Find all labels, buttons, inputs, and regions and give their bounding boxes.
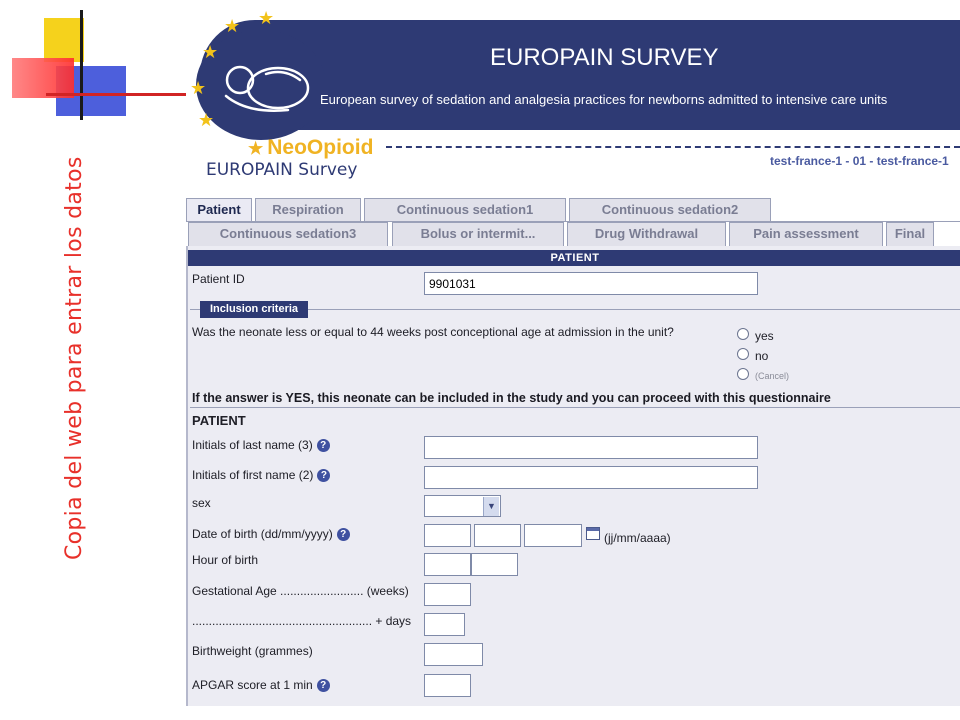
dob-label (192, 527, 350, 541)
star-icon: ★ (248, 139, 264, 158)
sex-label: sex (192, 496, 211, 510)
help-icon[interactable]: ? (317, 469, 330, 482)
tab-respiration[interactable]: Respiration (255, 198, 361, 222)
eu-star-icon: ★ (198, 110, 215, 131)
banner-title: EUROPAIN SURVEY (490, 44, 719, 71)
tab-continuous-sedation2[interactable]: Continuous sedation2 (569, 198, 771, 222)
tab-drug-withdrawal[interactable]: Drug Withdrawal (567, 222, 726, 246)
deco-yellow-block (44, 18, 84, 62)
inclusion-no-radio[interactable] (737, 348, 749, 360)
gestational-days-input[interactable] (424, 613, 465, 636)
apgar-1min-text: APGAR score at 1 min (192, 678, 313, 692)
inclusion-yes-label: yes (755, 329, 774, 343)
initials-first-label (192, 468, 330, 482)
patient-form (186, 246, 960, 706)
eu-star-icon: ★ (202, 42, 219, 63)
eu-star-icon: ★ (224, 16, 241, 37)
help-icon[interactable]: ? (317, 439, 330, 452)
dob-text: Date of birth (dd/mm/yyyy) (192, 527, 333, 541)
initials-last-label (192, 438, 330, 452)
gestational-weeks-input[interactable] (424, 583, 471, 606)
tab-continuous-sedation3[interactable]: Continuous sedation3 (188, 222, 388, 246)
dob-month-input[interactable] (474, 524, 521, 547)
inclusion-no-label: no (755, 349, 769, 363)
apgar-1min-label (192, 678, 330, 692)
patient-id-label: Patient ID (192, 272, 245, 286)
inclusion-question: Was the neonate less or equal to 44 weeks post conceptional age at admission in the unit? (192, 325, 674, 339)
deco-horizontal-line (46, 93, 186, 96)
tab-patient[interactable]: Patient (186, 198, 252, 222)
days-label: ...................................................... + days (192, 614, 412, 628)
breadcrumb: test-france-1 - 01 - test-france-1 (770, 154, 949, 168)
gestational-age-label: Gestational Age ......................... (weeks) (192, 584, 409, 598)
section-title: PATIENT (188, 250, 960, 266)
patient-heading: PATIENT (192, 413, 246, 428)
deco-red-block (12, 58, 74, 98)
help-icon[interactable]: ? (337, 528, 350, 541)
tab-bolus-or-intermittent[interactable]: Bolus or intermit... (392, 222, 564, 246)
inclusion-criteria-legend: Inclusion criteria (200, 301, 308, 318)
dob-hint: (jj/mm/aaaa) (604, 531, 671, 545)
tab-pain-assessment[interactable]: Pain assessment (729, 222, 883, 246)
inclusion-cancel-label: (Cancel) (755, 371, 790, 381)
slide-vertical-title: Copia del web para entrar los datos (62, 156, 87, 560)
neoopioid-brand (248, 136, 373, 160)
birthweight-input[interactable] (424, 643, 483, 666)
banner-subtitle: European survey of sedation and analgesia practices for newborns admitted to intensive care units (320, 92, 888, 107)
chevron-down-icon: ▼ (483, 497, 499, 516)
tab-final[interactable]: Final (886, 222, 934, 246)
patient-id-input[interactable] (424, 272, 758, 295)
dob-year-input[interactable] (524, 524, 582, 547)
logo-caption: EUROPAIN Survey (206, 160, 358, 180)
hour-input[interactable] (424, 553, 471, 576)
eu-star-icon: ★ (258, 8, 275, 29)
hour-of-birth-label: Hour of birth (192, 553, 259, 567)
dob-day-input[interactable] (424, 524, 471, 547)
neoopioid-text: NeoOpioid (267, 136, 374, 159)
minute-input[interactable] (471, 553, 518, 576)
divider (190, 407, 960, 408)
eu-star-icon: ★ (190, 78, 207, 99)
inclusion-cancel-radio[interactable] (737, 368, 749, 380)
apgar-1min-input[interactable] (424, 674, 471, 697)
sex-select[interactable] (424, 495, 501, 517)
help-icon[interactable]: ? (317, 679, 330, 692)
inclusion-note: If the answer is YES, this neonate can be included in the study and you can proceed with this questionnaire (192, 391, 831, 405)
initials-last-input[interactable] (424, 436, 758, 459)
deco-vertical-line (80, 10, 83, 120)
initials-first-text: Initials of first name (2) (192, 468, 314, 482)
initials-last-text: Initials of last name (3) (192, 438, 313, 452)
initials-first-input[interactable] (424, 466, 758, 489)
calendar-icon[interactable] (586, 527, 600, 540)
inclusion-yes-radio[interactable] (737, 328, 749, 340)
birthweight-label: Birthweight (grammes) (192, 644, 313, 658)
header-divider (386, 146, 960, 148)
tab-continuous-sedation1[interactable]: Continuous sedation1 (364, 198, 566, 222)
